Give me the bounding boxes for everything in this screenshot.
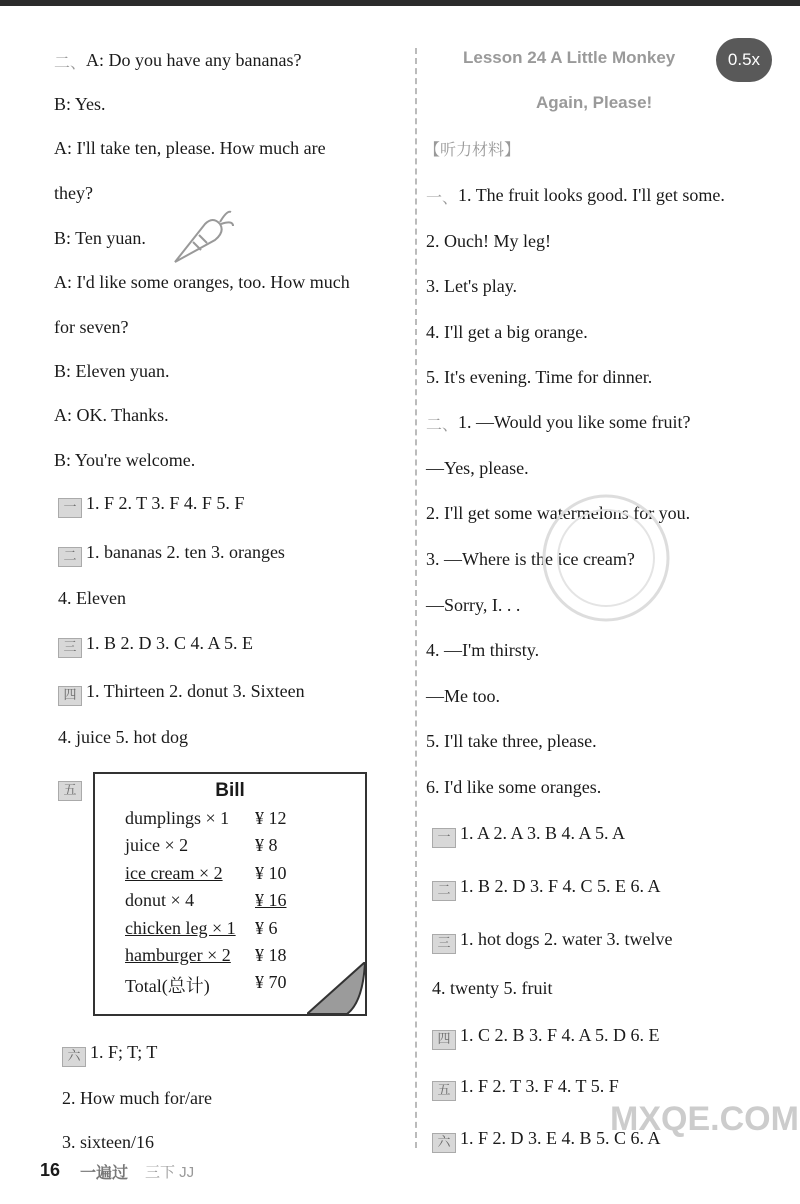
- bill-price: ¥ 6: [255, 918, 278, 938]
- bill-item: dumplings × 1: [125, 808, 230, 828]
- stamp-watermark-icon: [536, 488, 676, 628]
- bill-item: juice × 2: [125, 835, 189, 855]
- section-marker: 一: [58, 498, 82, 518]
- answer-line: 二 1. B 2. D 3. F 4. C 5. E 6. A: [432, 875, 661, 901]
- dialog-line: for seven?: [54, 317, 129, 337]
- answer-line: 六 1. F 2. D 3. E 4. B 5. C 6. A: [432, 1127, 661, 1153]
- material-line: —Yes, please.: [426, 458, 529, 478]
- carrot-stamp-icon: [165, 202, 235, 272]
- answer-line: 4. twenty 5. fruit: [432, 978, 553, 998]
- dialog-line: B: Eleven yuan.: [54, 361, 170, 381]
- dialog-line: A: I'll take ten, please. How much are: [54, 138, 326, 158]
- material-line: 5. It's evening. Time for dinner.: [426, 367, 653, 387]
- brand-logo: 一遍过: [80, 1165, 129, 1182]
- section-marker: 二、: [54, 53, 87, 72]
- answer-line: 四 1. C 2. B 3. F 4. A 5. D 6. E: [432, 1024, 660, 1050]
- dialog-line: they?: [54, 183, 93, 203]
- dialog-line: A: I'd like some oranges, too. How much: [54, 272, 350, 292]
- material-line: 3. Let's play.: [426, 276, 518, 296]
- lesson-heading: Lesson 24 A Little Monkey: [463, 48, 676, 67]
- section-marker: 一、: [426, 188, 459, 207]
- answer-line: 六 1. F; T; T: [62, 1041, 157, 1067]
- answer-line: 四 1. Thirteen 2. donut 3. Sixteen: [58, 680, 305, 706]
- bill-price: ¥ 8: [255, 835, 278, 855]
- section-marker: 五: [432, 1081, 456, 1101]
- bill-item: donut × 4: [125, 890, 195, 910]
- material-line: 4. —I'm thirsty.: [426, 640, 540, 660]
- dialog-line: B: You're welcome.: [54, 450, 196, 470]
- bill-price: ¥ 16: [255, 890, 287, 910]
- top-border: [0, 0, 800, 6]
- material-line: 2. Ouch! My leg!: [426, 231, 551, 251]
- answer-line: [58, 775, 86, 801]
- section-marker: 六: [62, 1047, 86, 1067]
- answer-line: 一 1. A 2. A 3. B 4. A 5. A: [432, 822, 625, 848]
- material-line: —Me too.: [426, 686, 500, 706]
- bill-card: [93, 772, 367, 1016]
- grade-label: 三下 JJ: [145, 1164, 195, 1181]
- bill-price: ¥ 18: [255, 945, 287, 965]
- bill-total-price: ¥ 70: [255, 972, 287, 992]
- material-line: 6. I'd like some oranges.: [426, 777, 602, 797]
- material-line: 一、1. The fruit looks good. I'll get some.: [426, 185, 725, 207]
- section-marker: 二: [58, 547, 82, 567]
- answer-line: 二 1. bananas 2. ten 3. oranges: [58, 541, 285, 567]
- section-marker: 六: [432, 1133, 456, 1153]
- section-marker: 二、: [426, 415, 459, 434]
- answer-line: 三 1. B 2. D 3. C 4. A 5. E: [58, 632, 253, 658]
- material-line: 2. I'll get some watermelons for you.: [426, 503, 691, 523]
- dialog-line: B: Yes.: [54, 94, 106, 114]
- answer-line: 五 1. F 2. T 3. F 4. T 5. F: [432, 1075, 619, 1101]
- material-line: 3. —Where is the ice cream?: [426, 549, 635, 569]
- answer-line: 3. sixteen/16: [62, 1132, 154, 1152]
- section-marker: 四: [58, 686, 82, 706]
- answer-line: 三 1. hot dogs 2. water 3. twelve: [432, 928, 672, 954]
- answer-line: 2. How much for/are: [62, 1088, 212, 1108]
- bill-price: ¥ 10: [255, 863, 287, 883]
- dialog-line: A: OK. Thanks.: [54, 405, 169, 425]
- material-line: 4. I'll get a big orange.: [426, 322, 588, 342]
- bill-title: Bill: [215, 780, 245, 801]
- lesson-subheading: Again, Please!: [536, 93, 653, 112]
- section-marker: 三: [432, 934, 456, 954]
- bill-item: hamburger × 2: [125, 945, 231, 965]
- page-curl-icon: [307, 962, 365, 1014]
- section-marker: 一: [432, 828, 456, 848]
- bill-item: chicken leg × 1: [125, 918, 236, 938]
- listening-material-label: 【听力材料】: [424, 140, 521, 159]
- section-marker: 五: [58, 781, 82, 801]
- site-watermark: MXQE.COM: [610, 1100, 799, 1138]
- section-marker: 三: [58, 638, 82, 658]
- page-number: 16: [40, 1160, 61, 1180]
- answer-line: 4. juice 5. hot dog: [58, 727, 188, 747]
- column-divider: [415, 48, 417, 1148]
- material-line: —Sorry, I. . .: [426, 595, 521, 615]
- material-line: 二、1. —Would you like some fruit?: [426, 412, 691, 434]
- playback-speed-button[interactable]: 0.5x: [716, 38, 772, 82]
- material-line: 5. I'll take three, please.: [426, 731, 597, 751]
- dialog-line: 二、A: Do you have any bananas?: [54, 50, 302, 72]
- bill-item: ice cream × 2: [125, 863, 223, 883]
- section-marker: 二: [432, 881, 456, 901]
- answer-line: 一 1. F 2. T 3. F 4. F 5. F: [58, 492, 244, 518]
- section-marker: 四: [432, 1030, 456, 1050]
- dialog-line: B: Ten yuan.: [54, 228, 146, 248]
- answer-line: 4. Eleven: [58, 588, 126, 608]
- bill-price: ¥ 12: [255, 808, 287, 828]
- bill-total: Total(总计): [125, 976, 210, 996]
